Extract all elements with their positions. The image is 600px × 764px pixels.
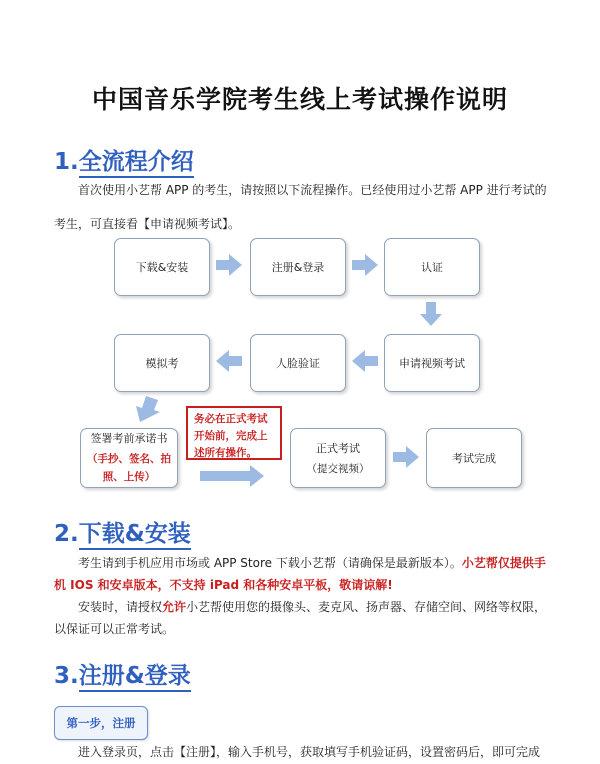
arrow-down-icon (420, 302, 442, 326)
flow-step-face (250, 334, 346, 392)
notice-line1: 务必在正式考试 (194, 413, 268, 425)
flow-step-register-label: 注册&登录 (271, 261, 325, 274)
section2-para2-line2: 以保证可以正常考试。 (54, 622, 175, 636)
flow-step-formal-sub: （提交视频） (306, 463, 370, 475)
flow-step-download (114, 238, 210, 296)
arrow-right-icon (393, 446, 419, 468)
section2-title: 下载&安装 (79, 521, 191, 550)
document-title: 中国音乐学院考生线上考试操作说明 (91, 85, 508, 114)
flow-step-formal-label: 正式考试 (316, 442, 360, 455)
flow-step-download-label: 下载&安装 (135, 261, 189, 274)
section2-p2-red: 允许 (162, 600, 187, 614)
section3-number: 3. (54, 663, 79, 689)
flow-step-sign-label: 签署考前承诺书 (90, 432, 168, 445)
flow-step-done-label: 考试完成 (452, 452, 496, 465)
arrow-right-icon (352, 254, 378, 276)
section3-heading (54, 657, 191, 690)
flow-step-apply-label: 申请视频考试 (399, 357, 465, 370)
arrow-down-left-icon (136, 396, 160, 422)
section2-para2-line1 (78, 595, 546, 619)
flow-step-done (426, 428, 522, 488)
notice-line2: 开始前，完成上 (194, 430, 268, 442)
section2-p2-b: 小艺帮使用您的摄像头、麦克风、扬声器、存储空间、网络等权限， (186, 600, 547, 614)
flow-step-verify (384, 238, 480, 296)
flow-step-sign-note (87, 450, 171, 486)
section2-para1-line2: 机 IOS 和安卓版本，不支持 iPad 和各种安卓平板，敬请谅解! (54, 578, 393, 592)
flow-step-sign (80, 428, 178, 488)
sign-note-line2: 照、上传） (102, 471, 156, 483)
section1-heading (54, 143, 194, 176)
flow-notice-box (186, 406, 282, 460)
flow-step-mock-label: 模拟考 (145, 357, 179, 370)
section1-para-line1: 首次使用小艺帮 APP 的考生，请按照以下流程操作。已经使用过小艺帮 APP 进行考试的 (78, 183, 547, 197)
flow-step-mock (114, 334, 210, 392)
section1-title: 全流程介绍 (79, 149, 194, 178)
arrow-left-icon (216, 350, 242, 372)
section2-heading (54, 515, 191, 548)
flow-step-verify-label: 认证 (421, 261, 443, 274)
section3-para: 进入登录页，点击【注册】，输入手机号，获取填写手机验证码，设置密码后，即可完成 (78, 745, 541, 759)
section2-p1-red-a: 小艺帮仅提供手 (461, 556, 546, 570)
section2-para1-line1 (78, 551, 546, 575)
arrow-left-icon (352, 350, 378, 372)
section3-title: 注册&登录 (79, 663, 191, 692)
flow-step-formal (290, 428, 386, 488)
step1-register-label: 第一步，注册 (54, 706, 148, 740)
section2-p2-a: 安装时，请授权 (78, 600, 163, 614)
section1-number: 1. (54, 149, 79, 175)
flow-step-apply (384, 334, 480, 392)
notice-line3: 述所有操作。 (194, 447, 257, 459)
arrow-right-icon (216, 254, 242, 276)
section2-p1-normal: 考生请到手机应用市场或 APP Store 下载小艺帮（请确保是最新版本）。 (78, 556, 462, 570)
flow-step-face-label: 人脸验证 (276, 357, 320, 370)
arrow-long-right-icon (200, 465, 264, 487)
flow-step-register (250, 238, 346, 296)
section1-para-line2: 考生，可直接看【申请视频考试】。 (54, 217, 241, 231)
sign-note-line1: （手抄、签名、拍 (87, 453, 171, 465)
section2-number: 2. (54, 521, 79, 547)
